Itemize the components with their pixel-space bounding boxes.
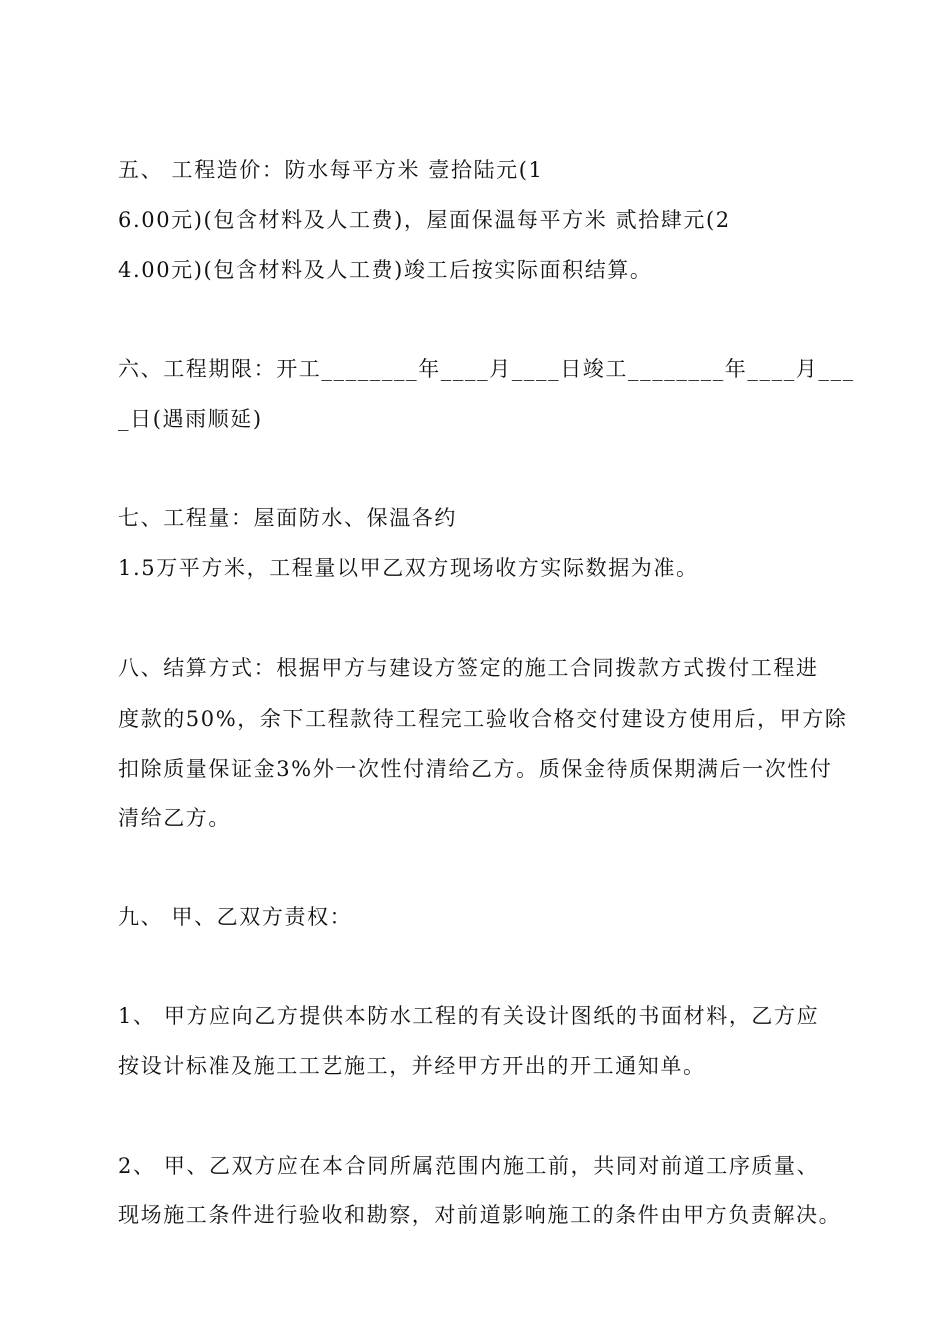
section-6-line-2: _日(遇雨顺延) <box>118 407 263 431</box>
item-2-line-1: 2、 甲、乙双方应在本合同所属范围内施工前，共同对前道工序质量、 <box>118 1154 820 1178</box>
section-6-line-1: 六、工程期限：开工________年____月____日竣工________年____月___ <box>118 357 855 381</box>
section-9-heading: 九、 甲、乙双方责权： <box>118 905 353 929</box>
item-1-line-2: 按设计标准及施工工艺施工，并经甲方开出的开工通知单。 <box>118 1054 706 1078</box>
section-7-line-1: 七、工程量：屋面防水、保温各约 <box>118 506 457 530</box>
section-8-line-2: 度款的50%，余下工程款待工程完工验收合格交付建设方使用后，甲方除 <box>118 707 848 731</box>
section-8-line-3: 扣除质量保证金3%外一次性付清给乙方。质保金待质保期满后一次性付 <box>118 757 833 781</box>
section-7-line-2: 1.5万平方米，工程量以甲乙双方现场收方实际数据为准。 <box>118 556 699 580</box>
item-2-line-2: 现场施工条件进行验收和勘察，对前道影响施工的条件由甲方负责解决。 <box>118 1203 842 1227</box>
section-8-line-1: 八、结算方式：根据甲方与建设方签定的施工合同拨款方式拨付工程进 <box>118 656 819 680</box>
section-5-line-2: 6.00元)(包含材料及人工费)，屋面保温每平方米 贰拾肆元(2 <box>118 208 731 232</box>
item-1-line-1: 1、 甲方应向乙方提供本防水工程的有关设计图纸的书面材料，乙方应 <box>118 1004 820 1028</box>
section-5-line-3: 4.00元)(包含材料及人工费)竣工后按实际面积结算。 <box>118 258 653 282</box>
section-8-line-4: 清给乙方。 <box>118 806 231 830</box>
section-5-line-1: 五、 工程造价：防水每平方米 壹拾陆元(1 <box>118 158 544 182</box>
